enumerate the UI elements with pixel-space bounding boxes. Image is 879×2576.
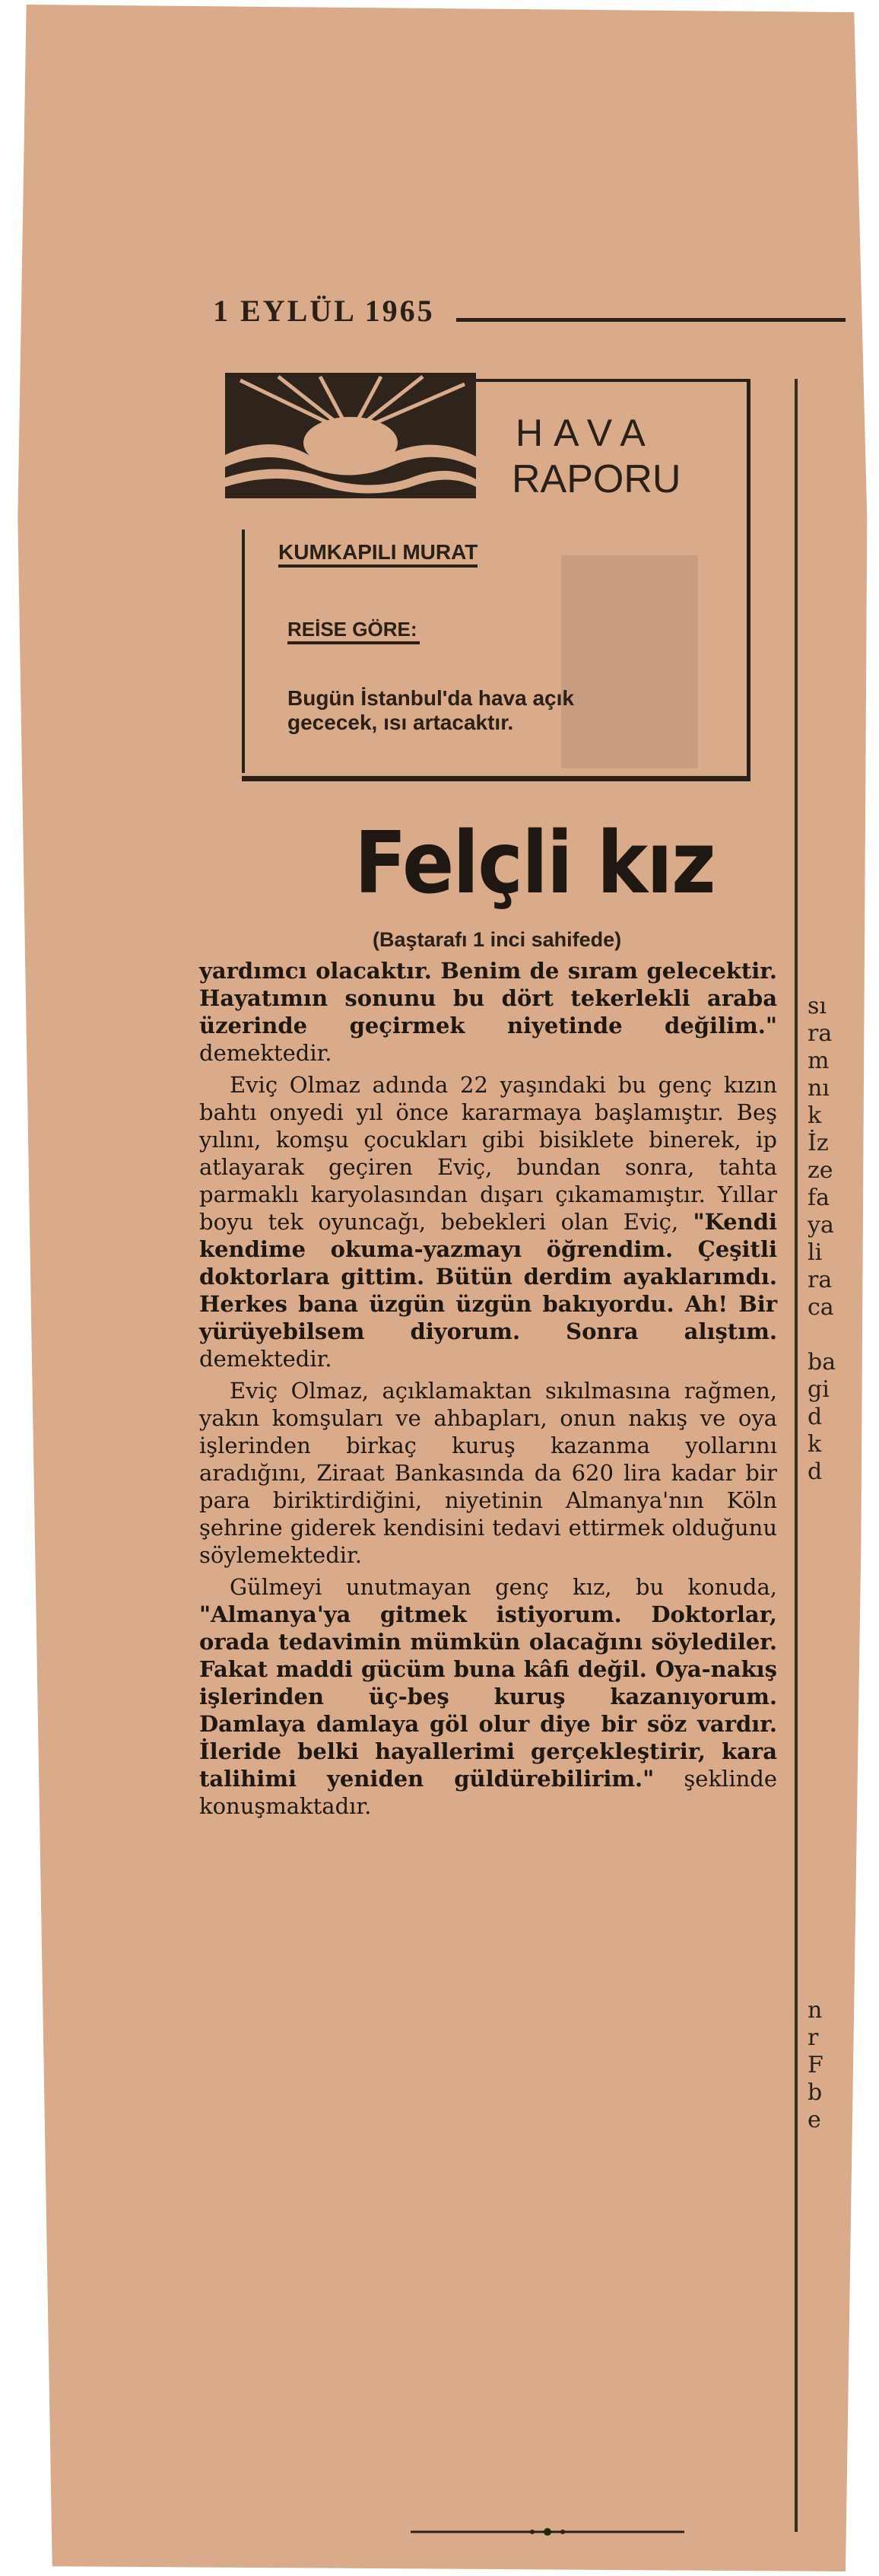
fragment-line: ya: [808, 1212, 834, 1239]
weather-box-border-right: [747, 379, 750, 781]
fragment-line: d: [808, 1458, 823, 1485]
weather-title-line1: HAVA: [516, 412, 656, 454]
fragment-line: r: [808, 2024, 819, 2051]
paragraph-2-quote: "Kendi kendime okuma-yazmayı öğrendim. Çeşitli doktorlara gittim. Bütün derdim ayaklarımdı. Herkes bana üzgün üzgün bakıyordu. Ah! Bir yürüyebilsem diyorum. Sonra alıştım.: [199, 1209, 777, 1344]
fragment-line: b: [808, 2079, 823, 2106]
fragment-line: e: [808, 2107, 821, 2133]
fragment-line: gi: [808, 1376, 830, 1403]
sun-cloud-icon: [225, 373, 476, 498]
fragment-line: ba: [808, 1349, 836, 1375]
paragraph-1-tail: demektedir.: [199, 1040, 332, 1066]
fragment-line: İz: [808, 1130, 829, 1156]
paragraph-4: [199, 1573, 777, 1820]
article-body: [199, 957, 777, 1824]
date-rule: [456, 318, 846, 322]
weather-box-border-bottom: [242, 776, 750, 781]
fragment-line: sı: [808, 993, 827, 1019]
fragment-line: k: [808, 1102, 822, 1129]
weather-source-line2: REİSE GÖRE:: [287, 618, 420, 644]
paragraph-4-text: Gülmeyi unutmayan genç kız, bu konuda,: [230, 1574, 777, 1600]
fragment-line: k: [808, 1431, 822, 1458]
paragraph-2-text: Eviç Olmaz adında 22 yaşındaki bu genç kızın bahtı onyedi yıl önce kararmaya başlamıştır. Beş yılını, komşu çocukları gibi bisiklete binerek, ip atlayarak geçiren Eviç, bundan sonra, tahta parmaklı karyolasından dışarı çıkamamıştır. Yıllar boyu tek oyuncağı, bebekleri olan Eviç,: [199, 1072, 777, 1235]
weather-box-border-top: [470, 379, 750, 382]
paragraph-2-tail: demektedir.: [199, 1346, 332, 1372]
fragment-line: [808, 1321, 838, 1349]
fragment-line: li: [808, 1239, 823, 1266]
paragraph-4-quote: "Almanya'ya gitmek istiyorum. Doktorlar, orada tedavimin mümkün olacağını söylediler. Fakat maddi gücüm buna kâfi değil. Oya-nakış işlerinden üç-beş kuruş kazanıyorum. Damlaya damlaya göl olur diye bir söz vardır. İleride belki hayallerimi gerçekleştirir, kara talihimi yeniden güldürebilirim.": [199, 1601, 777, 1792]
paragraph-3: Eviç Olmaz, açıklamaktan sıkılmasına rağmen, yakın komşuları ve ahbapları, onun nakış ve oya işlerinden birkaç kuruş kazanma yollarını aradığını, Ziraat Bankasında da 620 lira kadar bir para biriktirdiğini, niyetinin Almanya'nın Köln şehrine giderek kendisini tedavi ettirmek olduğunu söylemektedir.: [199, 1378, 777, 1568]
fragment-line: ca: [808, 1294, 834, 1321]
weather-source-line1: KUMKAPILI MURAT: [278, 540, 478, 568]
adjacent-column-fragments-top: [808, 993, 838, 1486]
paragraph-1-quote: yardımcı olacaktır. Benim de sıram gelecektir. Hayatımın sonunu bu dört tekerlekli araba üzerinde geçirmek niyetinde değilim.": [199, 958, 777, 1038]
paragraph-4-tail: şeklinde konuşmaktadır.: [199, 1766, 777, 1819]
adjacent-column-fragments-bottom: [808, 1997, 838, 2134]
paragraph-2: [199, 1071, 777, 1372]
weather-box-shading: [561, 555, 698, 768]
weather-report-box: [242, 373, 759, 784]
weather-title-line2: RAPORU: [512, 457, 681, 501]
weather-forecast-text: Bugün İstanbul'da hava açık gececek, ısı artacaktır.: [287, 686, 574, 734]
article-headline: Felçli kız: [354, 814, 715, 913]
fragment-line: ra: [808, 1020, 833, 1047]
fragment-line: n: [808, 1997, 823, 2024]
fragment-line: m: [808, 1048, 830, 1074]
end-ornament: [411, 2524, 684, 2539]
fragment-line: F: [808, 2052, 823, 2078]
column-rule: [795, 379, 798, 2532]
paragraph-1: [199, 957, 777, 1067]
fragment-line: fa: [808, 1185, 830, 1211]
continued-from-note: (Baştarafı 1 inci sahifede): [373, 928, 622, 951]
fragment-line: ra: [808, 1267, 833, 1293]
fragment-line: nı: [808, 1075, 830, 1102]
weather-box-border-left: [242, 530, 245, 773]
fragment-line: ze: [808, 1157, 833, 1184]
fragment-line: d: [808, 1404, 823, 1430]
dateline: 1 EYLÜL 1965: [213, 294, 435, 328]
